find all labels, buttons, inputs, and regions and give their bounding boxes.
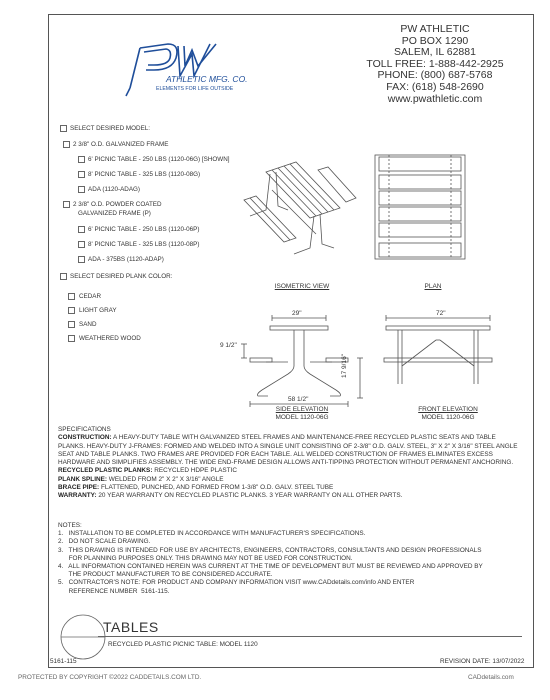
brace-text: FLATTENED, PUNCHED, AND FORMED FROM 1-3/8" O.D. GALV. STEEL TUBE — [100, 484, 334, 492]
weathered-wood-label: WEATHERED WOOD — [79, 335, 141, 342]
warranty-text: 20 YEAR WARRANTY ON RECYCLED PLASTIC PLANKS. 3 YEAR WARRANTY ON ALL OTHER PARTS. — [98, 492, 403, 500]
model-1120-adag-checkbox[interactable] — [78, 186, 85, 193]
model-1120-06g-label: 6' PICNIC TABLE - 250 LBS (1120-06G) [SHOWN] — [88, 156, 230, 163]
spline-spec — [58, 476, 520, 484]
galvanized-frame-label: 2 3/8" O.D. GALVANIZED FRAME — [73, 141, 169, 148]
plank-color-title: SELECT DESIRED PLANK COLOR: — [70, 273, 173, 280]
note-4-cont: THE PRODUCT MANUFACTURER TO BE CONSIDERED ACCURATE. — [58, 571, 273, 579]
construction-spec — [58, 434, 520, 467]
cedar-label: CEDAR — [79, 293, 102, 300]
note-5: 5. CONTRACTOR'S NOTE: FOR PRODUCT AND COMPANY INFORMATION VISIT www.CADdetails.com/info AND ENTER — [58, 579, 415, 587]
dim-72-label: 72" — [436, 310, 446, 317]
powder-coated-frame-label-2: GALVANIZED FRAME (P) — [78, 210, 151, 217]
address-line-1: PO BOX 1290 — [401, 34, 469, 47]
light-gray-label: LIGHT GRAY — [79, 307, 117, 314]
fax: FAX: (618) 548-2690 — [386, 80, 484, 93]
front-elevation-title: FRONT ELEVATION — [418, 406, 478, 413]
construction-text: A HEAVY-DUTY TABLE WITH GALVANIZED STEEL FRAMES AND MAINTENANCE-FREE RECYCLED PLASTIC SEATS AND TABLE PLANKS. HEAVY-DUTY J-FRAMES: FORMED AND WELDED INTO A SINGLE UNIT CONSISTING OF 2-3/8" O.D. GALV. STEEL, 3" X 2" X 3/16" STEEL ANGLE SEAT AND TABLE PLANKS. TWO FRAMES ARE PROVIDED FOR EACH TABLE. ALL WELDED CONSTRUCTION OF FRAMES ELIMINATES EXCESS HARDWARE AND SIMPLIFIES ASSEMBLY. THE WIDE END-FRAME DESIGN ALLOWS ANTI-TIPPING PROTECTION WITHOUT PERMANENT ANCHORING. — [58, 434, 518, 467]
model-1120-adag-label: ADA (1120-ADAG) — [88, 186, 141, 193]
spline-text: WELDED FROM 2" X 2" X 3/16" ANGLE — [108, 475, 224, 483]
model-1120-08g-checkbox[interactable] — [78, 171, 85, 178]
note-5-cont: REFERENCE NUMBER 5161-115. — [58, 587, 170, 595]
title-tables: TABLES — [103, 619, 159, 635]
powder-coated-frame-label: 2 3/8" O.D. POWDER COATED — [73, 201, 162, 208]
logo-tagline: ELEMENTS FOR LIFE OUTSIDE — [156, 86, 234, 92]
toll-free: TOLL FREE: 1-888-442-2925 — [366, 57, 504, 70]
dim-17-9-16-label: 17 9/16" — [341, 354, 348, 378]
specifications-block — [58, 426, 520, 501]
front-elevation-drawing — [380, 306, 500, 402]
notes-heading: NOTES: — [58, 522, 82, 529]
cedar-checkbox[interactable] — [68, 293, 75, 300]
company-name: PW ATHLETIC — [400, 23, 470, 35]
model-1120-06p-checkbox[interactable] — [78, 226, 85, 233]
warranty-spec — [58, 492, 520, 500]
specifications-heading: SPECIFICATIONS — [58, 426, 111, 433]
construction-label: CONSTRUCTION: — [58, 434, 112, 442]
weathered-wood-checkbox[interactable] — [68, 335, 75, 342]
planks-spec — [58, 467, 520, 475]
copyright-notice: PROTECTED BY COPYRIGHT ©2022 CADDETAILS.COM LTD. — [18, 674, 202, 681]
planks-text: RECYCLED HDPE PLASTIC — [154, 467, 237, 475]
revision-date: REVISION DATE: 13/07/2022 — [440, 658, 525, 665]
title-subtitle: RECYCLED PLASTIC PICNIC TABLE: MODEL 1120 — [108, 641, 258, 648]
dim-29-label: 29" — [292, 310, 302, 317]
dim-9-5-label: 9 1/2" — [220, 342, 237, 349]
side-elevation-title: SIDE ELEVATION — [275, 406, 329, 413]
brace-spec — [58, 484, 520, 492]
select-model-title: SELECT DESIRED MODEL: — [70, 125, 151, 132]
logo-name: ATHLETIC MFG. CO. — [166, 74, 248, 84]
address-line-2: SALEM, IL 62881 — [394, 46, 476, 59]
model-1120-08p-label: 8' PICNIC TABLE - 325 LBS (1120-08P) — [88, 241, 200, 248]
note-4: 4. ALL INFORMATION CONTAINED HEREIN WAS CURRENT AT THE TIME OF DEVELOPMENT BUT MUST BE REVIEWED AND APPROVED BY — [58, 563, 483, 571]
note-3: 3. THIS DRAWING IS INTENDED FOR USE BY ARCHITECTS, ENGINEERS, CONTRACTORS, CONSULTANTS AND DESIGN PROFESSIONALS — [58, 546, 482, 554]
select-plank-color-checkbox[interactable] — [60, 273, 67, 280]
planks-label: RECYCLED PLASTIC PLANKS: — [58, 467, 153, 475]
model-1120-06p-label: 6' PICNIC TABLE - 250 LBS (1120-06P) — [88, 226, 200, 233]
select-model-checkbox[interactable] — [60, 125, 67, 132]
model-1120-adap-checkbox[interactable] — [78, 256, 85, 263]
company-header — [360, 24, 510, 105]
note-3-cont: FOR PLANNING PURPOSES ONLY. THIS DRAWING MAY NOT BE USED FOR CONSTRUCTION. — [58, 554, 353, 562]
galvanized-frame-checkbox[interactable] — [63, 141, 70, 148]
light-gray-checkbox[interactable] — [68, 307, 75, 314]
model-1120-08g-label: 8' PICNIC TABLE - 325 LBS (1120-08G) — [88, 171, 201, 178]
reference-number: 5161-115 — [50, 658, 77, 665]
model-1120-08p-checkbox[interactable] — [78, 241, 85, 248]
model-1120-06g-checkbox[interactable] — [78, 156, 85, 163]
model-1120-adap-label: ADA - 375BS (1120-ADAP) — [88, 256, 164, 263]
notes-block — [58, 522, 520, 596]
title-divider — [98, 636, 522, 637]
pw-athletic-logo — [118, 26, 248, 106]
title-circle-icon — [58, 612, 108, 662]
caddetails-link[interactable]: CADdetails.com — [468, 674, 514, 681]
sand-label: SAND — [79, 321, 97, 328]
sand-checkbox[interactable] — [68, 321, 75, 328]
powder-coated-frame-checkbox[interactable] — [63, 201, 70, 208]
plan-view-drawing — [371, 153, 469, 261]
warranty-label: WARRANTY: — [58, 492, 97, 500]
note-2: 2. DO NOT SCALE DRAWING. — [58, 538, 151, 546]
spline-label: PLANK SPLINE: — [58, 475, 107, 483]
phone: PHONE: (800) 687-5768 — [377, 69, 493, 82]
website-link[interactable]: www.pwathletic.com — [387, 92, 483, 105]
plan-view-label: PLAN — [424, 283, 442, 290]
side-elevation-model: MODEL 1120-06G — [275, 414, 329, 421]
brace-label: BRACE PIPE: — [58, 484, 100, 492]
isometric-view-drawing — [236, 150, 358, 262]
front-elevation-model: MODEL 1120-06G — [421, 414, 475, 421]
isometric-view-label: ISOMETRIC VIEW — [274, 283, 330, 290]
note-1: 1. INSTALLATION TO BE COMPLETED IN ACCORDANCE WITH MANUFACTURER'S SPECIFICATIONS. — [58, 530, 366, 538]
dim-58-5-label: 58 1/2" — [288, 396, 309, 403]
